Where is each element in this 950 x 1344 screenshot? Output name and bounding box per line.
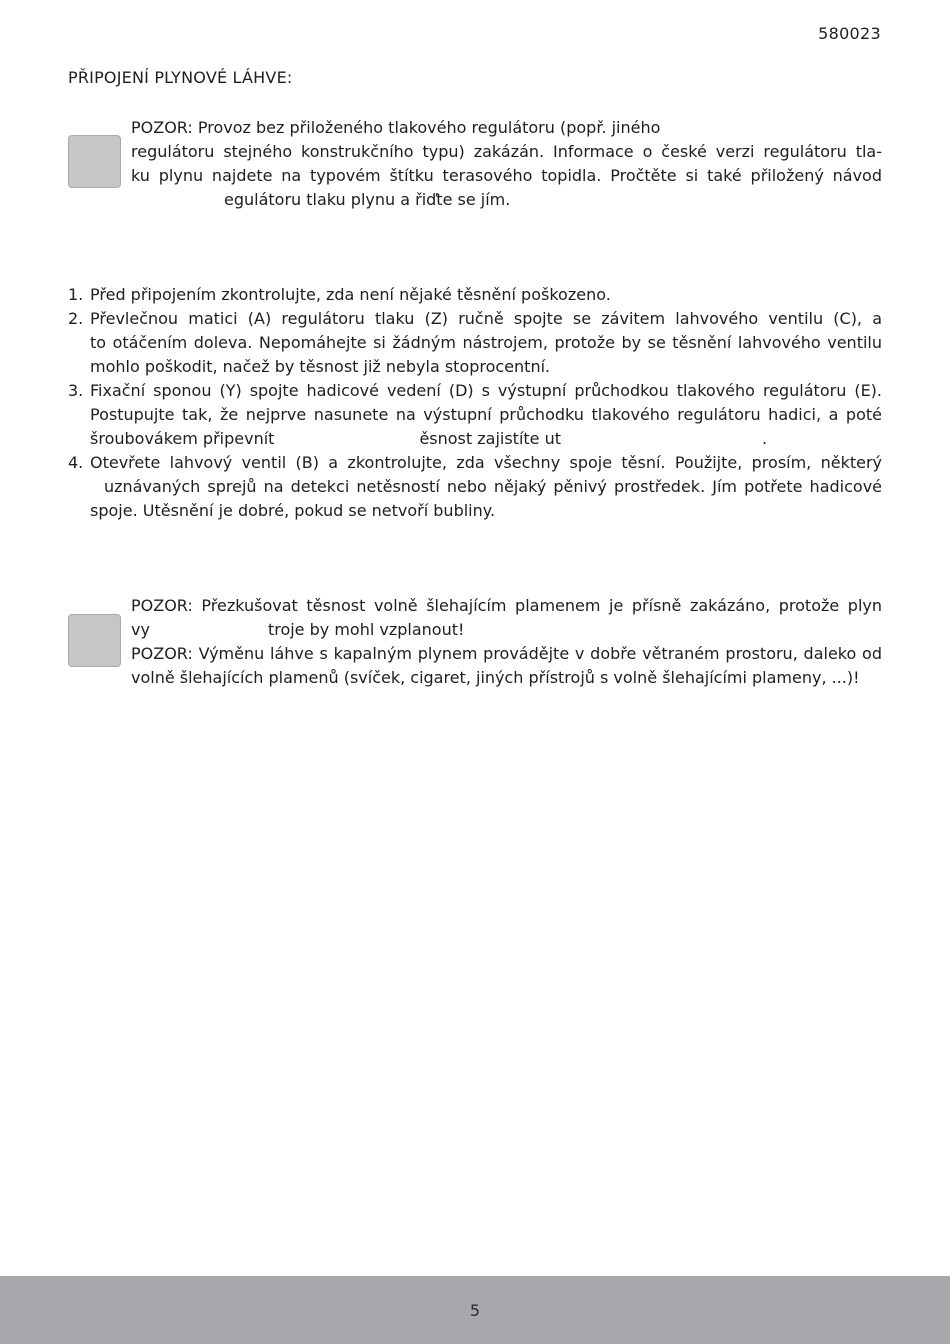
list-item: [68, 379, 882, 451]
warning-line: [131, 618, 882, 642]
warning-line: POZOR: Výměnu láhve s kapalným plynem provádějte v dobře větraném prostoru, daleko od: [131, 644, 882, 663]
list-item: [68, 307, 882, 379]
list-item: [68, 283, 882, 307]
step-line: Před připojením zkontrolujte, zda není nějaké těsnění poškozeno.: [90, 285, 611, 304]
step-number: 2.: [68, 309, 84, 328]
warning-line: POZOR: Provoz bez přiloženého tlakového regulátoru (popř. jiného: [131, 118, 661, 137]
step-line: mohlo poškodit, načež by těsnost již nebyla stoprocentní.: [90, 357, 551, 376]
step-line-text: uznávaných sprejů na detekci netěsností nebo nějaký pěnivý prostředek. Jím potřete hadicové: [104, 477, 882, 496]
warning-line-text: troje by mohl vzplanout!: [267, 620, 465, 639]
step-line: Otevřete lahvový ventil (B) a zkontrolujte, zda všechny spoje těsní. Použijte, prosím, některý: [90, 453, 882, 472]
warning-note-flame: [131, 594, 882, 690]
step-line: spoje. Utěsnění je dobré, pokud se netvoří bubliny.: [90, 501, 496, 520]
step-line: Převlečnou matici (A) regulátoru tlaku (Z) ručně spojte se závitem lahvového ventilu (C), a: [90, 309, 882, 328]
instruction-steps: [68, 283, 882, 523]
warning-line-text: egulátoru tlaku plynu a řiďte se jím.: [224, 190, 511, 209]
warning-icon: [68, 614, 121, 667]
step-line: [90, 427, 882, 451]
step-number: 3.: [68, 381, 84, 400]
warning-line: POZOR: Přezkušovat těsnost volně šlehajícím plamenem je přísně zakázáno, protože plyn: [131, 596, 882, 615]
warning-line: volně šlehajících plamenů (svíček, cigaret, jiných přístrojů s volně šlehajícími plameny, ...)!: [131, 668, 860, 687]
step-number: 4.: [68, 453, 84, 472]
warning-line: ku plynu najdete na typovém štítku terasového topidla. Pročtěte si také přiložený návod: [131, 166, 882, 185]
warning-line: regulátoru stejného konstrukčního typu) zakázán. Informace o české verzi regulátoru tla-: [131, 142, 882, 161]
step-line: Fixační sponou (Y) spojte hadicové vedení (D) s výstupní průchodkou tlakového regulátoru (E).: [90, 381, 882, 400]
step-line: Postupujte tak, že nejprve nasunete na výstupní průchodku tlakového regulátoru hadici, a poté: [90, 405, 882, 424]
step-line-text: šroubovákem připevnít: [90, 429, 275, 448]
step-line: [90, 475, 882, 499]
step-number: 1.: [68, 285, 84, 304]
list-item: [68, 451, 882, 523]
section-heading: PŘIPOJENÍ PLYNOVÉ LÁHVE:: [68, 68, 293, 87]
warning-line-text: vy: [131, 620, 150, 639]
step-line-text: ěsnost zajistíte ut: [419, 429, 562, 448]
warning-note-regulator: [131, 116, 882, 212]
warning-line: [131, 188, 882, 212]
page-number: 5: [469, 1301, 481, 1320]
warning-icon: [68, 135, 121, 188]
step-line: to otáčením doleva. Nepomáhejte si žádným nástrojem, protože by se těsnění lahvového ventilu: [90, 333, 882, 352]
document-number: 580023: [818, 24, 881, 43]
step-line-text: .: [762, 429, 768, 448]
